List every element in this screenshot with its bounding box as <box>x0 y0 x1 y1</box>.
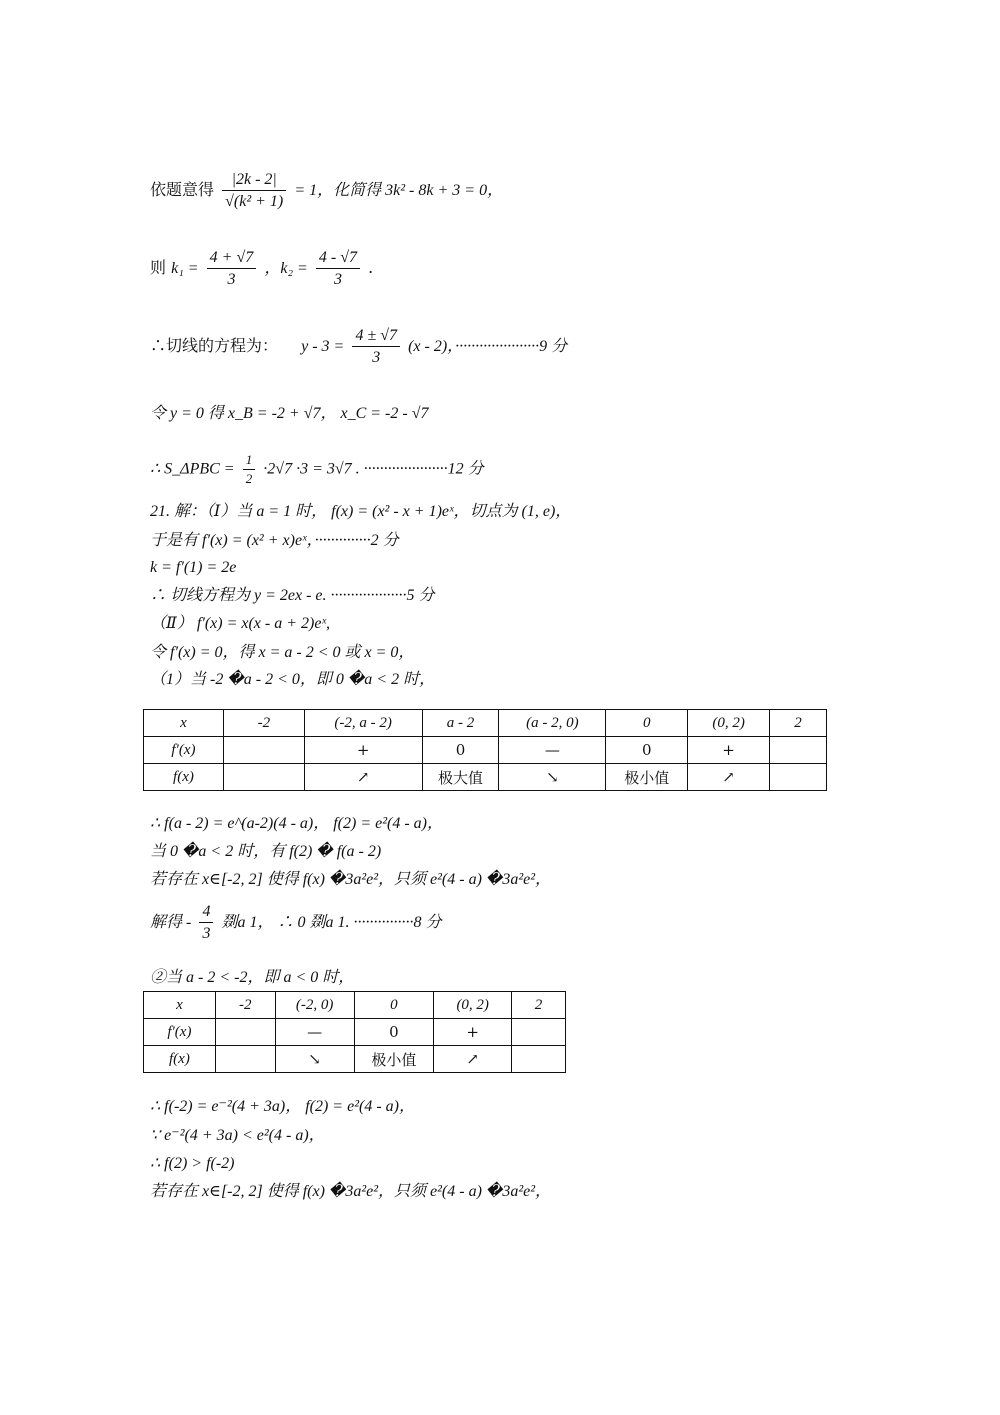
table-cell: ↗ <box>688 764 770 791</box>
table-cell <box>770 737 827 764</box>
line-7: 于是有 f′(x) = (x² + x)eˣ，··············2 分 <box>150 532 399 549</box>
table-cell: (-2, 0) <box>275 992 354 1019</box>
line-6: 21. 解：（Ⅰ）当 a = 1 时， f(x) = (x² - x + 1)eˣ，切点为 (1, e)， <box>150 503 572 520</box>
table-cell: ↗ <box>304 764 422 791</box>
table-cell: + <box>434 1019 512 1046</box>
table-cell: 0 <box>354 1019 434 1046</box>
table-cell: + <box>304 737 422 764</box>
table-cell: 0 <box>606 710 688 737</box>
text: ∴切线的方程为： <box>150 336 279 356</box>
line-18: ∴ f(-2) = e⁻²(4 + 3a)， f(2) = e²(4 - a)， <box>150 1098 415 1115</box>
table-row <box>144 737 827 764</box>
line-1 <box>150 170 503 211</box>
table-cell: ↘ <box>275 1046 354 1073</box>
line-11: 令 f′(x) = 0，得 x = a - 2 < 0 或 x = 0， <box>150 644 415 661</box>
table-cell <box>215 1019 275 1046</box>
fraction <box>316 248 360 289</box>
table-cell: 2 <box>770 710 827 737</box>
table-cell: 0 <box>354 992 434 1019</box>
fraction <box>352 326 400 367</box>
table-cell: 极小值 <box>606 764 688 791</box>
text: 剟a 1， ∴ 0 剟a 1. ···············8 分 <box>221 914 442 932</box>
table-cell: + <box>688 737 770 764</box>
table-cell: 2 <box>512 992 566 1019</box>
table-cell <box>512 1046 566 1073</box>
text: (x - 2)，·····················9 分 <box>408 338 568 356</box>
denominator: 3 <box>372 349 381 367</box>
line-14: 当 0 �a < 2 时，有 f(2) � f(a - 2) <box>150 843 382 860</box>
text: y - 3 = <box>301 338 345 356</box>
numerator: 4 <box>199 902 213 923</box>
table-cell <box>770 764 827 791</box>
denominator: √(k² + 1) <box>225 193 284 211</box>
text: 则 <box>150 258 167 278</box>
line-2 <box>150 248 373 289</box>
table-cell: f(x) <box>144 764 224 791</box>
numerator: |2k - 2| <box>222 170 286 191</box>
table-cell: f′(x) <box>144 1019 216 1046</box>
table-row <box>144 764 827 791</box>
text: 依题意得 <box>150 180 215 200</box>
table-row <box>144 710 827 737</box>
line-21: 若存在 x∈[-2, 2] 使得 f(x) �3a²e²，只须 e²(4 - a) �3a²e²， <box>150 1183 552 1200</box>
table-cell <box>215 1046 275 1073</box>
line-5 <box>150 452 484 486</box>
table-cell: ↘ <box>499 764 606 791</box>
table-cell: x <box>144 710 224 737</box>
denominator: 3 <box>202 925 211 943</box>
table-cell: x <box>144 992 216 1019</box>
table-cell <box>223 737 304 764</box>
fraction <box>243 452 256 486</box>
fraction <box>222 170 286 211</box>
numerator: 1 <box>243 452 256 470</box>
table-row <box>144 1019 566 1046</box>
text: ∴ S_ΔPBC = <box>150 460 235 478</box>
table-cell: -2 <box>215 992 275 1019</box>
line-17: ②当 a - 2 < -2，即 a < 0 时， <box>150 969 355 986</box>
text: ，k₂ = <box>264 260 308 278</box>
table-cell: f′(x) <box>144 737 224 764</box>
table-cell: f(x) <box>144 1046 216 1073</box>
line-16 <box>150 902 442 943</box>
numerator: 4 - √7 <box>316 248 360 269</box>
fraction <box>207 248 257 289</box>
line-15: 若存在 x∈[-2, 2] 使得 f(x) �3a²e²，只须 e²(4 - a) �3a²e²， <box>150 871 552 888</box>
denominator: 2 <box>245 470 253 486</box>
table-cell: — <box>275 1019 354 1046</box>
table-cell: (0, 2) <box>434 992 512 1019</box>
line-13: ∴ f(a - 2) = e^(a-2)(4 - a)， f(2) = e²(4 - a)， <box>150 815 444 832</box>
line-12: （1）当 -2 �a - 2 < 0，即 0 �a < 2 时， <box>150 671 436 688</box>
table-cell: (-2, a - 2) <box>304 710 422 737</box>
line-3 <box>150 326 567 367</box>
denominator: 3 <box>227 271 236 289</box>
table-cell: — <box>499 737 606 764</box>
table-cell: ↗ <box>434 1046 512 1073</box>
numerator: 4 ± √7 <box>352 326 400 347</box>
line-8: k = f′(1) = 2e <box>150 559 237 576</box>
table-row <box>144 1046 566 1073</box>
line-4: 令 y = 0 得 x_B = -2 + √7， x_C = -2 - √7 <box>150 405 429 422</box>
table-cell: 极小值 <box>354 1046 434 1073</box>
table-1 <box>143 709 827 791</box>
line-9: ∴ 切线方程为 y = 2ex - e. ···················5 分 <box>150 587 435 604</box>
table-cell: -2 <box>223 710 304 737</box>
table-cell: 极大值 <box>422 764 499 791</box>
text: ·2√7 ·3 = 3√7 . ·····················12 分 <box>263 460 484 478</box>
text: = 1，化简得 3k² - 8k + 3 = 0， <box>294 182 504 200</box>
fraction <box>199 902 213 943</box>
line-20: ∴ f(2) > f(-2) <box>150 1155 235 1172</box>
text: 解得 - <box>150 914 192 932</box>
denominator: 3 <box>333 271 342 289</box>
line-19: ∵ e⁻²(4 + 3a) < e²(4 - a)， <box>150 1127 325 1144</box>
table-cell: 0 <box>422 737 499 764</box>
table-cell: 0 <box>606 737 688 764</box>
table-cell: a - 2 <box>422 710 499 737</box>
table-cell: (0, 2) <box>688 710 770 737</box>
text: . <box>368 258 374 278</box>
table-cell <box>512 1019 566 1046</box>
table-row <box>144 992 566 1019</box>
table-2 <box>143 991 566 1073</box>
numerator: 4 + √7 <box>207 248 257 269</box>
line-10: （Ⅱ） f′(x) = x(x - a + 2)eˣ, <box>150 615 330 632</box>
table-cell: (a - 2, 0) <box>499 710 606 737</box>
table-cell <box>223 764 304 791</box>
text: k₁ = <box>171 260 199 278</box>
